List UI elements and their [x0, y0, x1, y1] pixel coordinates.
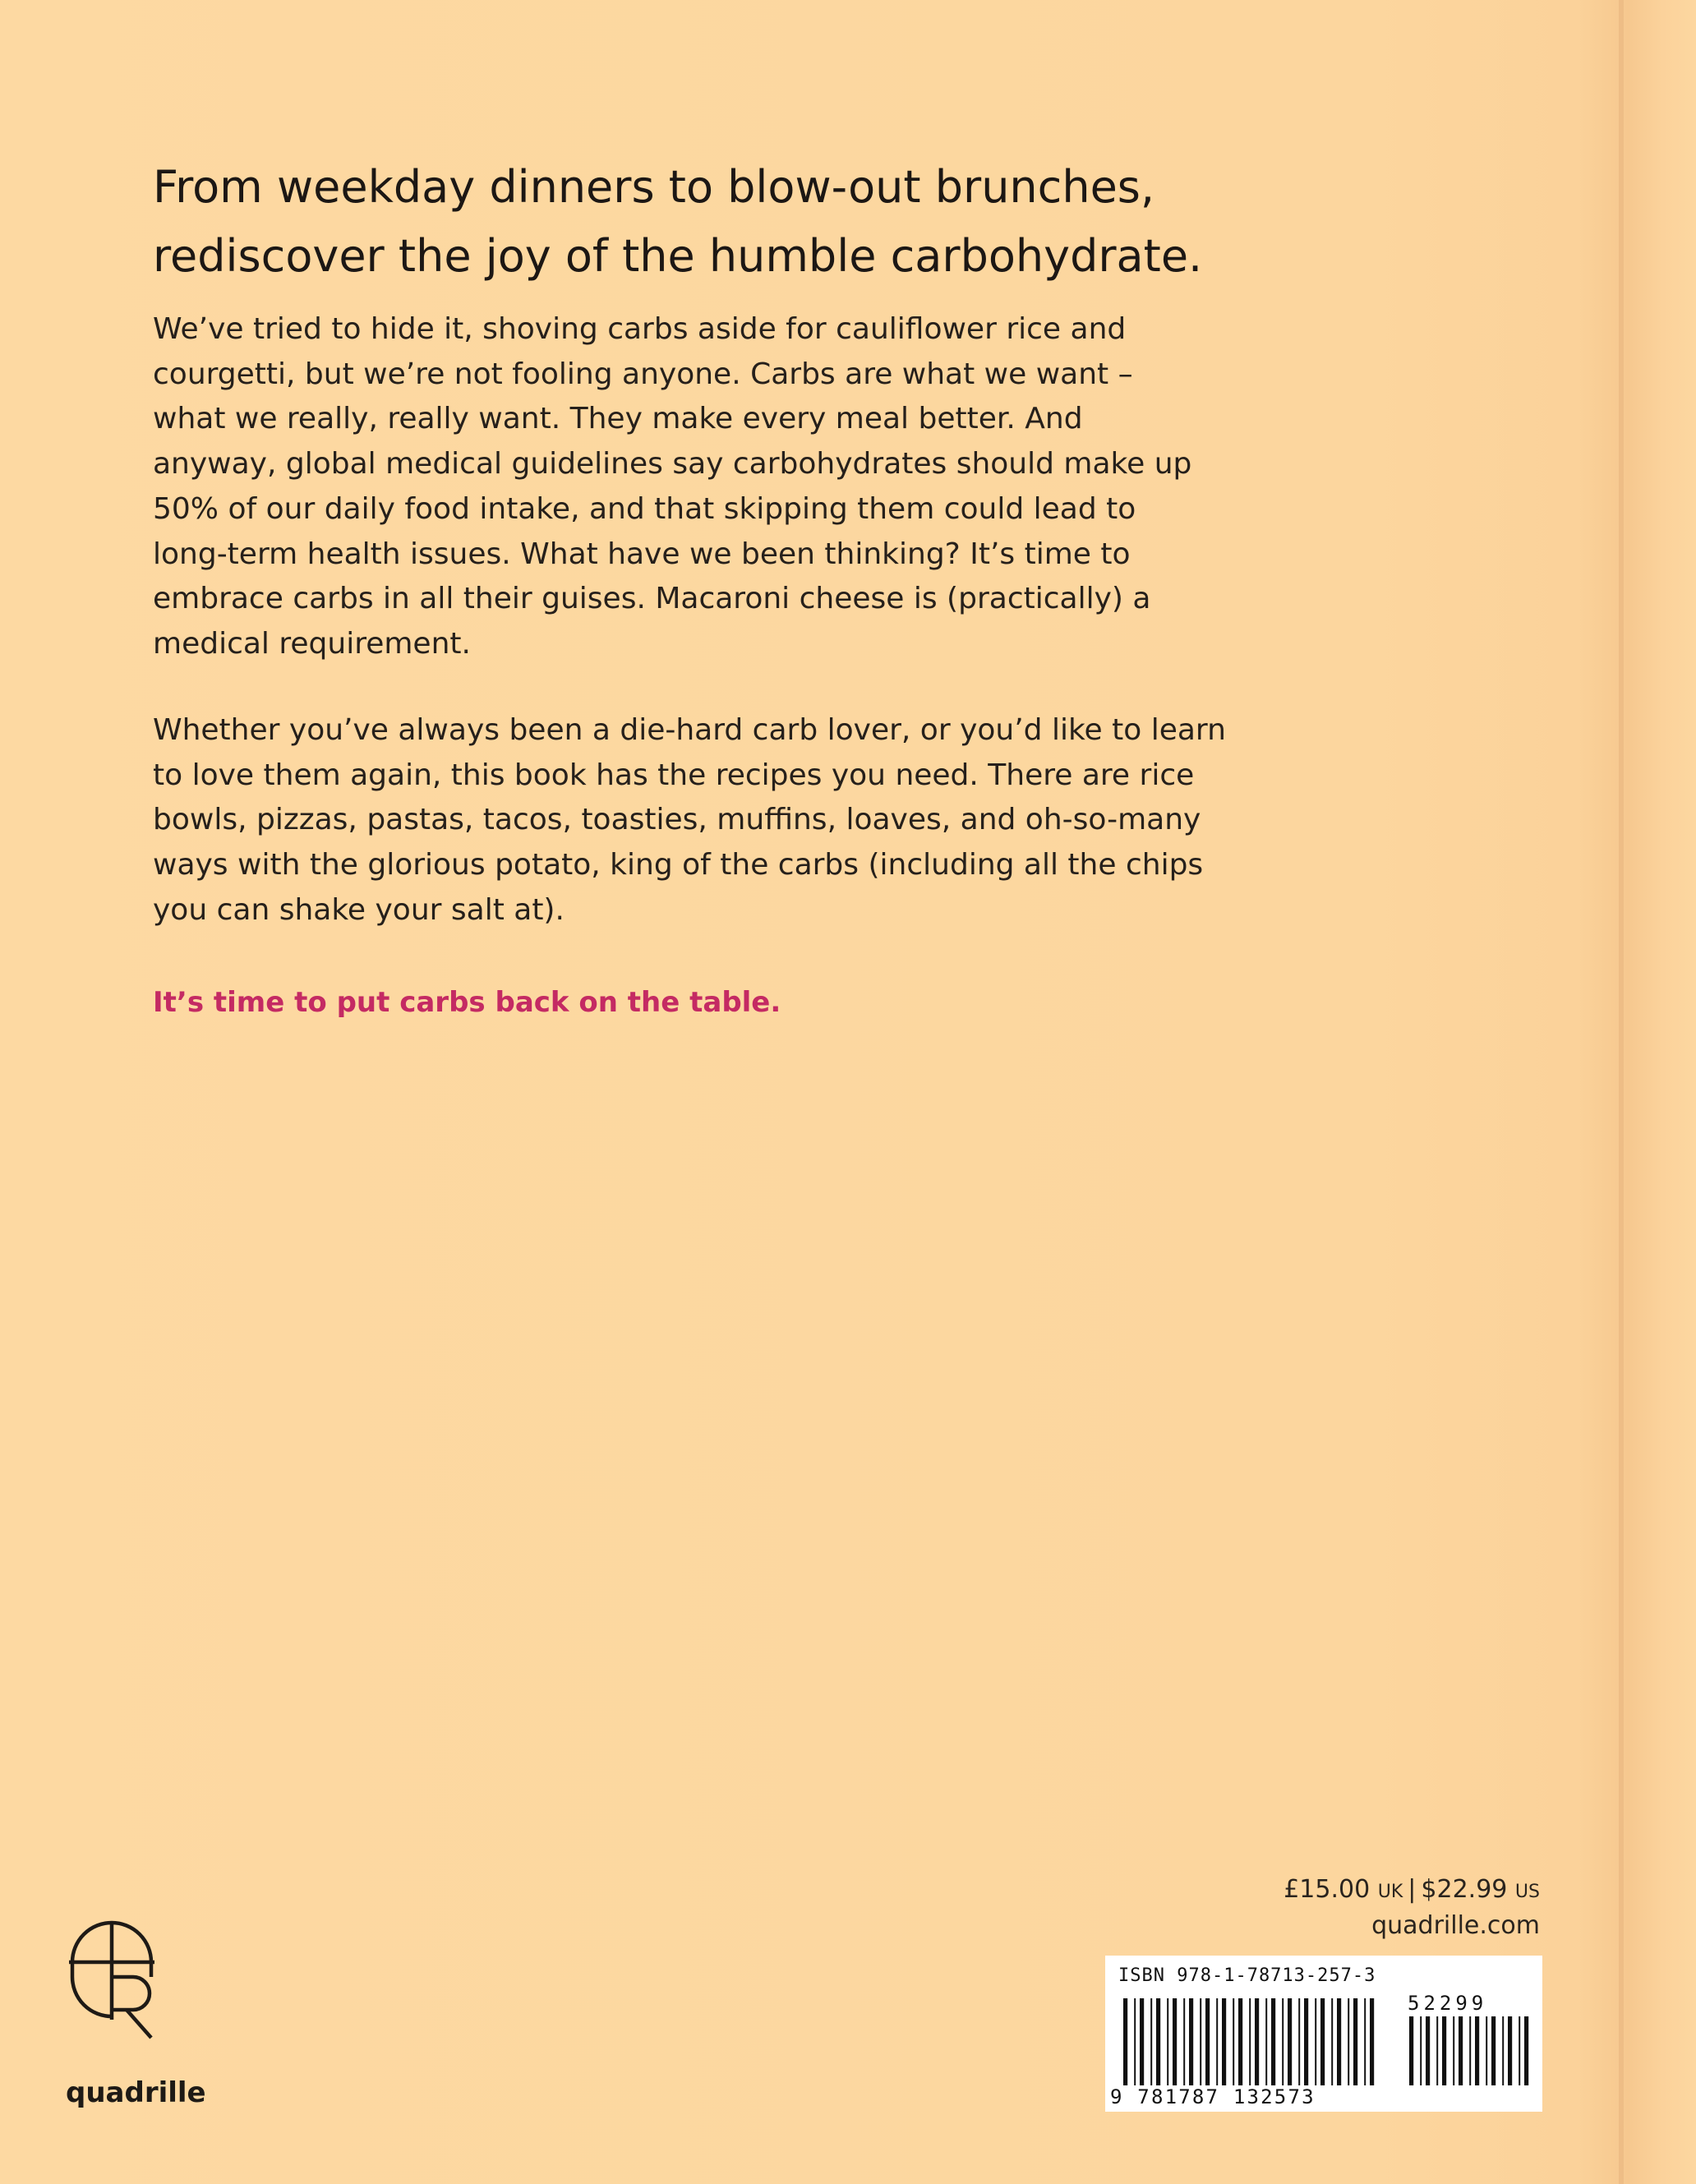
barcode-bar — [1469, 2016, 1471, 2085]
barcode-bar — [1426, 2016, 1430, 2085]
isbn-barcode — [1105, 1956, 1542, 2112]
paragraph-line: to love them again, this book has the recipes you need. There are rice — [153, 758, 1195, 792]
barcode-bar — [1442, 2016, 1446, 2085]
barcode-bar — [1436, 2016, 1438, 2085]
barcode-bar — [1200, 1998, 1201, 2085]
barcode-bar — [1173, 1998, 1177, 2085]
barcode-bar — [1453, 2016, 1454, 2085]
barcode-bar — [1370, 1998, 1374, 2085]
barcode-addon-digits: 52299 — [1408, 1992, 1488, 2015]
paragraph-line: long-term health issues. What have we been thinking? It’s time to — [153, 537, 1131, 571]
barcode-bar — [1288, 1998, 1292, 2085]
barcode-bar — [1491, 2016, 1496, 2085]
barcode-main-bars — [1123, 1998, 1374, 2085]
paragraph-line: courgetti, but we’re not fooling anyone. Carbs are what we want – — [153, 357, 1133, 391]
paragraph-line: medical requirement. — [153, 626, 471, 661]
barcode-bar — [1271, 1998, 1275, 2085]
paragraph-line: embrace carbs in all their guises. Macaroni cheese is (practically) a — [153, 582, 1151, 616]
barcode-bar — [1255, 1998, 1259, 2085]
quadrille-logo-icon — [62, 1905, 161, 2053]
barcode-bar — [1320, 1998, 1325, 2085]
barcode-bar — [1331, 1998, 1333, 2085]
paragraph-line: ways with the glorious potato, king of the carbs (including all the chips — [153, 848, 1204, 882]
price-us-label: US — [1514, 1882, 1540, 1902]
body-paragraph-1 — [153, 307, 1517, 667]
barcode-bar — [1508, 2016, 1512, 2085]
price-uk-label: UK — [1377, 1882, 1403, 1902]
barcode-bar — [1156, 1998, 1160, 2085]
publisher-name: quadrille — [66, 2076, 206, 2109]
tagline: It’s time to put carbs back on the table. — [153, 986, 781, 1019]
body-paragraph-2 — [153, 708, 1517, 933]
barcode-bar — [1298, 1998, 1300, 2085]
barcode-bar — [1459, 2016, 1463, 2085]
barcode-bar — [1420, 2016, 1422, 2085]
paragraph-line: Whether you’ve always been a die-hard carb lover, or you’d like to learn — [153, 713, 1226, 747]
paragraph-line: you can shake your salt at). — [153, 892, 565, 927]
barcode-bar — [1502, 2016, 1504, 2085]
barcode-main-digits: 9 781787 132573 — [1110, 2085, 1316, 2108]
paragraph-line: bowls, pizzas, pastas, tacos, toasties, muffins, loaves, and oh-so-many — [153, 803, 1201, 837]
barcode-bar — [1216, 1998, 1218, 2085]
price-us-amount: $22.99 — [1421, 1875, 1508, 1904]
paragraph-line: 50% of our daily food intake, and that skipping them could lead to — [153, 491, 1136, 526]
barcode-bar — [1486, 2016, 1487, 2085]
barcode-bar — [1167, 1998, 1168, 2085]
barcode-bar — [1233, 1998, 1234, 2085]
barcode-bar — [1315, 1998, 1316, 2085]
barcode-addon-bars — [1409, 2016, 1528, 2085]
barcode-bar — [1409, 2016, 1413, 2085]
isbn-label: ISBN 978-1-78713-257-3 — [1118, 1965, 1376, 1986]
barcode-bar — [1249, 1998, 1251, 2085]
barcode-bar — [1353, 1998, 1357, 2085]
barcode-bar — [1519, 2016, 1520, 2085]
barcode-bar — [1337, 1998, 1341, 2085]
spine-crease — [1619, 0, 1624, 2184]
barcode-bar — [1304, 1998, 1308, 2085]
price-separator: | — [1408, 1875, 1417, 1904]
paragraph-line: We’ve tried to hide it, shoving carbs aside for cauliflower rice and — [153, 312, 1127, 346]
barcode-bar — [1282, 1998, 1284, 2085]
headline-line: From weekday dinners to blow-out brunches, — [153, 161, 1155, 213]
barcode-bar — [1348, 1998, 1349, 2085]
price-block — [1284, 1873, 1540, 1943]
barcode-bar — [1140, 1998, 1144, 2085]
barcode-bar — [1238, 1998, 1242, 2085]
publisher-website: quadrille.com — [1371, 1911, 1540, 1940]
barcode-bar — [1205, 1998, 1210, 2085]
barcode-bar — [1222, 1998, 1226, 2085]
barcode-bar — [1475, 2016, 1479, 2085]
barcode-bar — [1134, 1998, 1136, 2085]
headline-line: rediscover the joy of the humble carbohydrate. — [153, 230, 1203, 282]
barcode-bar — [1189, 1998, 1193, 2085]
price-line — [1284, 1873, 1540, 1909]
barcode-bar — [1265, 1998, 1267, 2085]
paragraph-line: what we really, really want. They make every meal better. And — [153, 402, 1083, 436]
paragraph-line: anyway, global medical guidelines say carbohydrates should make up — [153, 447, 1192, 481]
price-uk-amount: £15.00 — [1284, 1875, 1371, 1904]
barcode-bar — [1183, 1998, 1185, 2085]
headline — [153, 153, 1550, 291]
barcode-bar — [1364, 1998, 1366, 2085]
barcode-bar — [1150, 1998, 1152, 2085]
barcode-bar — [1123, 1998, 1127, 2085]
barcode-bar — [1524, 2016, 1528, 2085]
barcode-graphic — [1105, 1956, 1542, 2112]
